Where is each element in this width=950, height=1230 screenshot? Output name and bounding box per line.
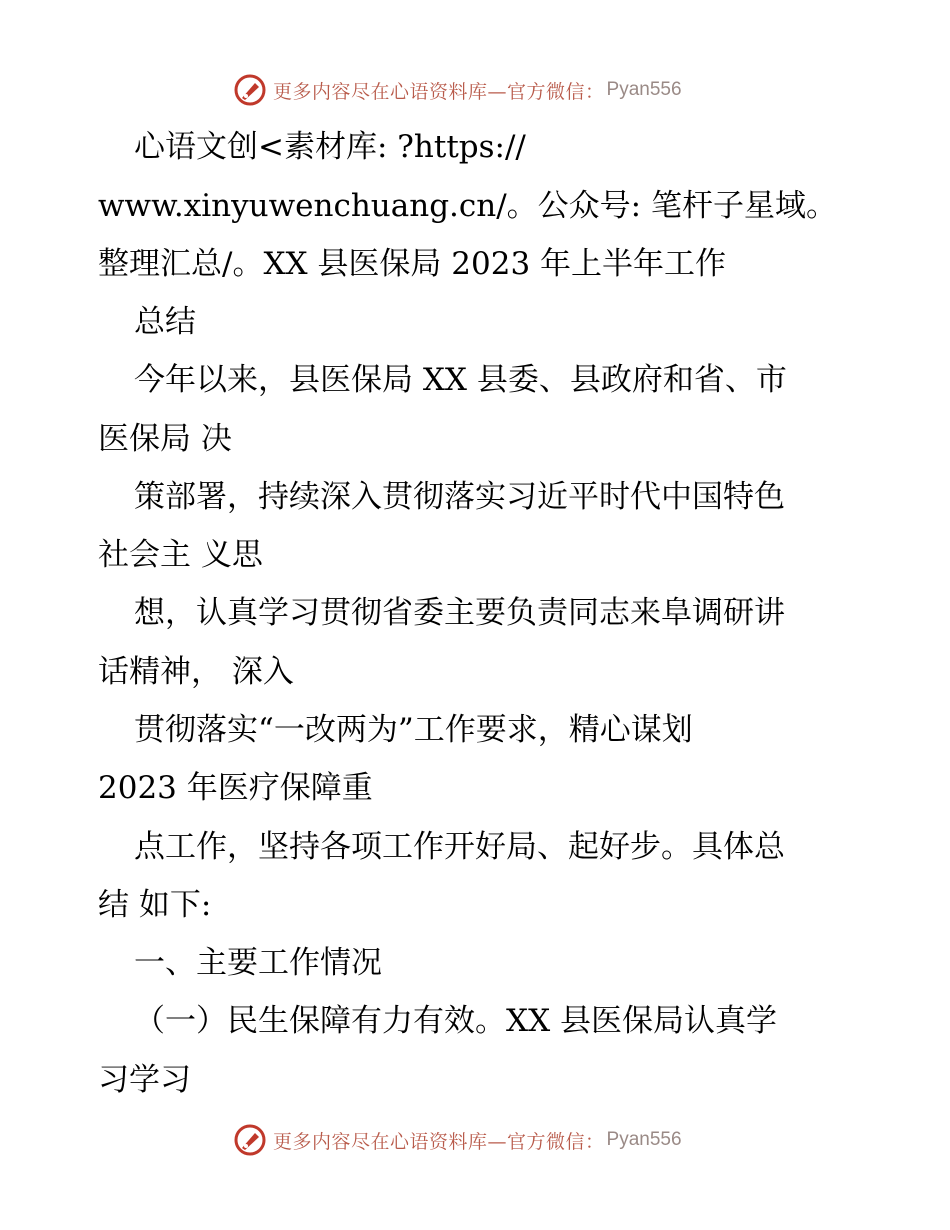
- footer-banner: [233, 1122, 682, 1158]
- header-banner: [233, 72, 682, 108]
- text-line: 点工作，坚持各项工作开好局、起好步。具体总: [134, 829, 785, 865]
- footer-banner-contact: Pyan556: [606, 1129, 682, 1150]
- text-line: 社会主 义思: [98, 537, 263, 573]
- text-line: （一）民生保障有力有效。XX 县医保局认真学: [134, 1003, 777, 1039]
- text-line: 话精神， 深入: [98, 654, 294, 690]
- text-line: 策部署，持续深入贯彻落实习近平时代中国特色: [134, 479, 785, 515]
- section-heading: 一、主要工作情况: [134, 945, 382, 981]
- header-banner-contact: Pyan556: [606, 79, 682, 100]
- text-line: 习学习: [98, 1062, 191, 1098]
- text-line: 今年以来，县医保局 XX 县委、县政府和省、市: [134, 362, 787, 398]
- text-line: 结 如下:: [98, 887, 212, 923]
- pen-nib-circle-logo: [233, 73, 267, 107]
- pen-nib-circle-logo: [233, 1123, 267, 1157]
- text-line: 想，认真学习贯彻省委主要负责同志来阜调研讲: [134, 595, 785, 631]
- text-line: 整理汇总/。XX 县医保局 2023 年上半年工作: [98, 246, 727, 282]
- text-line: 总结: [134, 304, 196, 340]
- text-line: 贯彻落实“一改两为”工作要求，精心谋划: [134, 712, 693, 748]
- text-line: 心语文创<素材库: ?https://: [134, 129, 526, 165]
- text-line: 2023 年医疗保障重: [98, 770, 373, 806]
- footer-banner-text: 更多内容尽在心语资料库—官方微信：: [273, 1130, 605, 1153]
- header-banner-text: 更多内容尽在心语资料库—官方微信：: [273, 80, 605, 103]
- text-line: 医保局 决: [98, 421, 232, 457]
- text-line: www.xinyuwenchuang.cn/。公众号: 笔杆子星域。: [98, 188, 837, 224]
